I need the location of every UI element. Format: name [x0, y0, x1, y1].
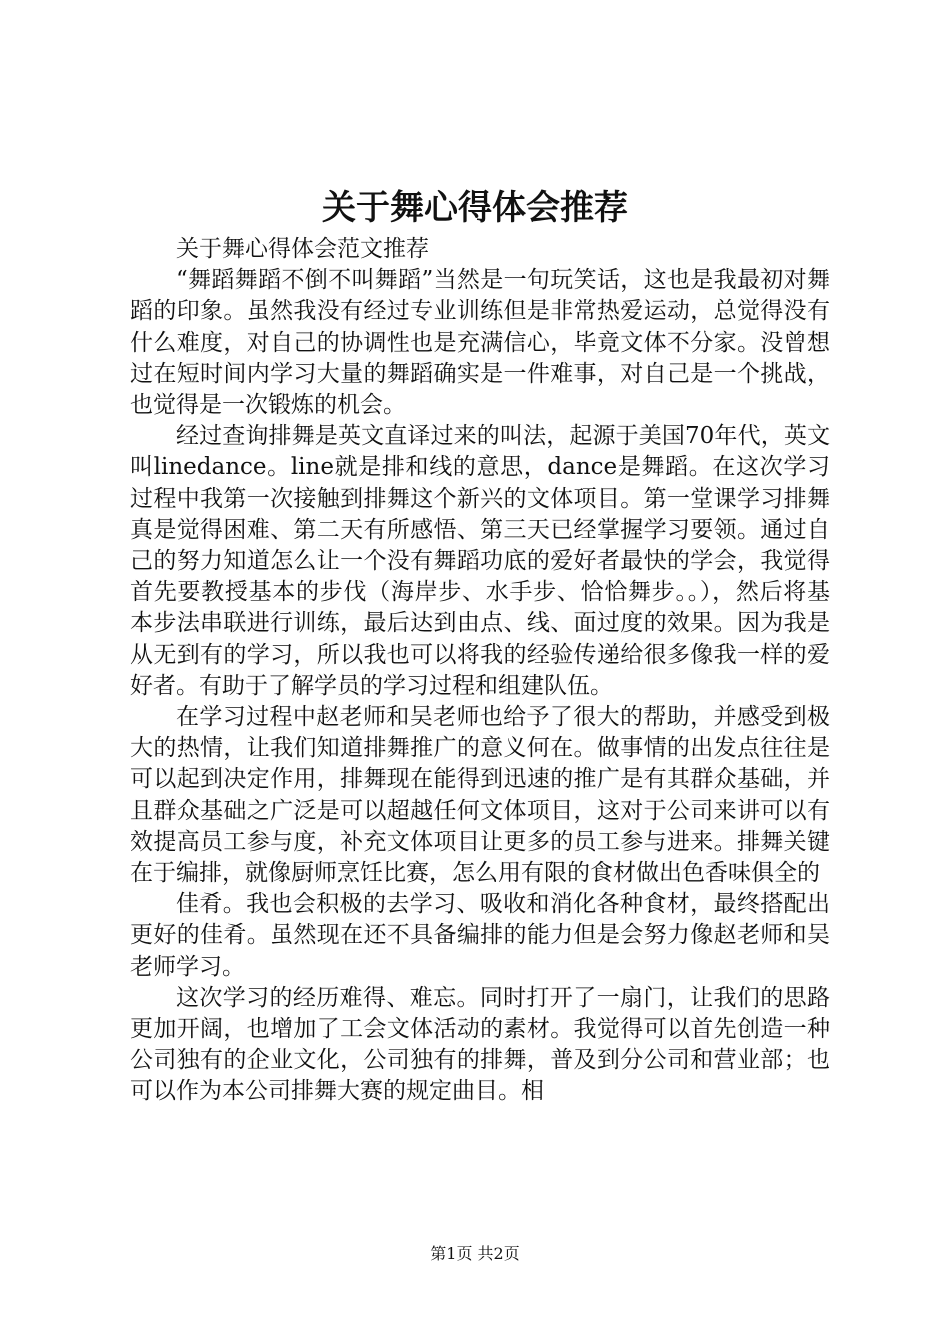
page-number-footer: 第1页 共2页 [430, 1244, 520, 1263]
paragraph-subtitle: 关于舞心得体会范文推荐 [176, 236, 429, 262]
paragraph: 这次学习的经历难得、难忘。同时打开了一扇门，让我们的思路更加开阔，也增加了工会文体活动的素材。我觉得可以首先创造一种公司独有的企业文化，公司独有的排舞，普及到分公司和营业部；也可以作为本公司排舞大赛的规定曲目。相 [130, 984, 830, 1105]
document-body [130, 234, 830, 1108]
document-title: 关于舞心得体会推荐 [322, 188, 628, 228]
paragraph: 佳肴。我也会积极的去学习、吸收和消化各种食材，最终搭配出更好的佳肴。虽然现在还不具备编排的能力但是会努力像赵老师和吴老师学习。 [130, 891, 830, 980]
paragraph: 经过查询排舞是英文直译过来的叫法，起源于美国70年代，英文叫linedance。line就是排和线的意思，dance是舞蹈。在这次学习过程中我第一次接触到排舞这个新兴的文体项目。第一堂课学习排舞真是觉得困难、第二天有所感悟、第三天已经掌握学习要领。通过自己的努力知道怎么让一个没有舞蹈功底的爱好者最快的学会，我觉得首先要教授基本的步伐（海岸步、水手步、恰恰舞步。。），然后将基本步法串联进行训练，最后达到由点、线、面过度的效果。因为我是从无到有的学习，所以我也可以将我的经验传递给很多像我一样的爱好者。有助于了解学员的学习过程和组建队伍。 [130, 423, 830, 699]
paragraph: “舞蹈舞蹈不倒不叫舞蹈”当然是一句玩笑话，这也是我最初对舞蹈的印象。虽然我没有经过专业训练但是非常热爱运动，总觉得没有什么难度，对自己的协调性也是充满信心，毕竟文体不分家。没曾想过在短时间内学习大量的舞蹈确实是一件难事，对自己是一个挑战，也觉得是一次锻炼的机会。 [130, 267, 830, 419]
paragraph: 在学习过程中赵老师和吴老师也给予了很大的帮助，并感受到极大的热情，让我们知道排舞推广的意义何在。做事情的出发点往往是可以起到决定作用，排舞现在能得到迅速的推广是有其群众基础，并且群众基础之广泛是可以超越任何文体项目，这对于公司来讲可以有效提高员工参与度，补充文体项目让更多的员工参与进来。排舞关键在于编排，就像厨师烹饪比赛，怎么用有限的食材做出色香味俱全的 [130, 704, 830, 887]
